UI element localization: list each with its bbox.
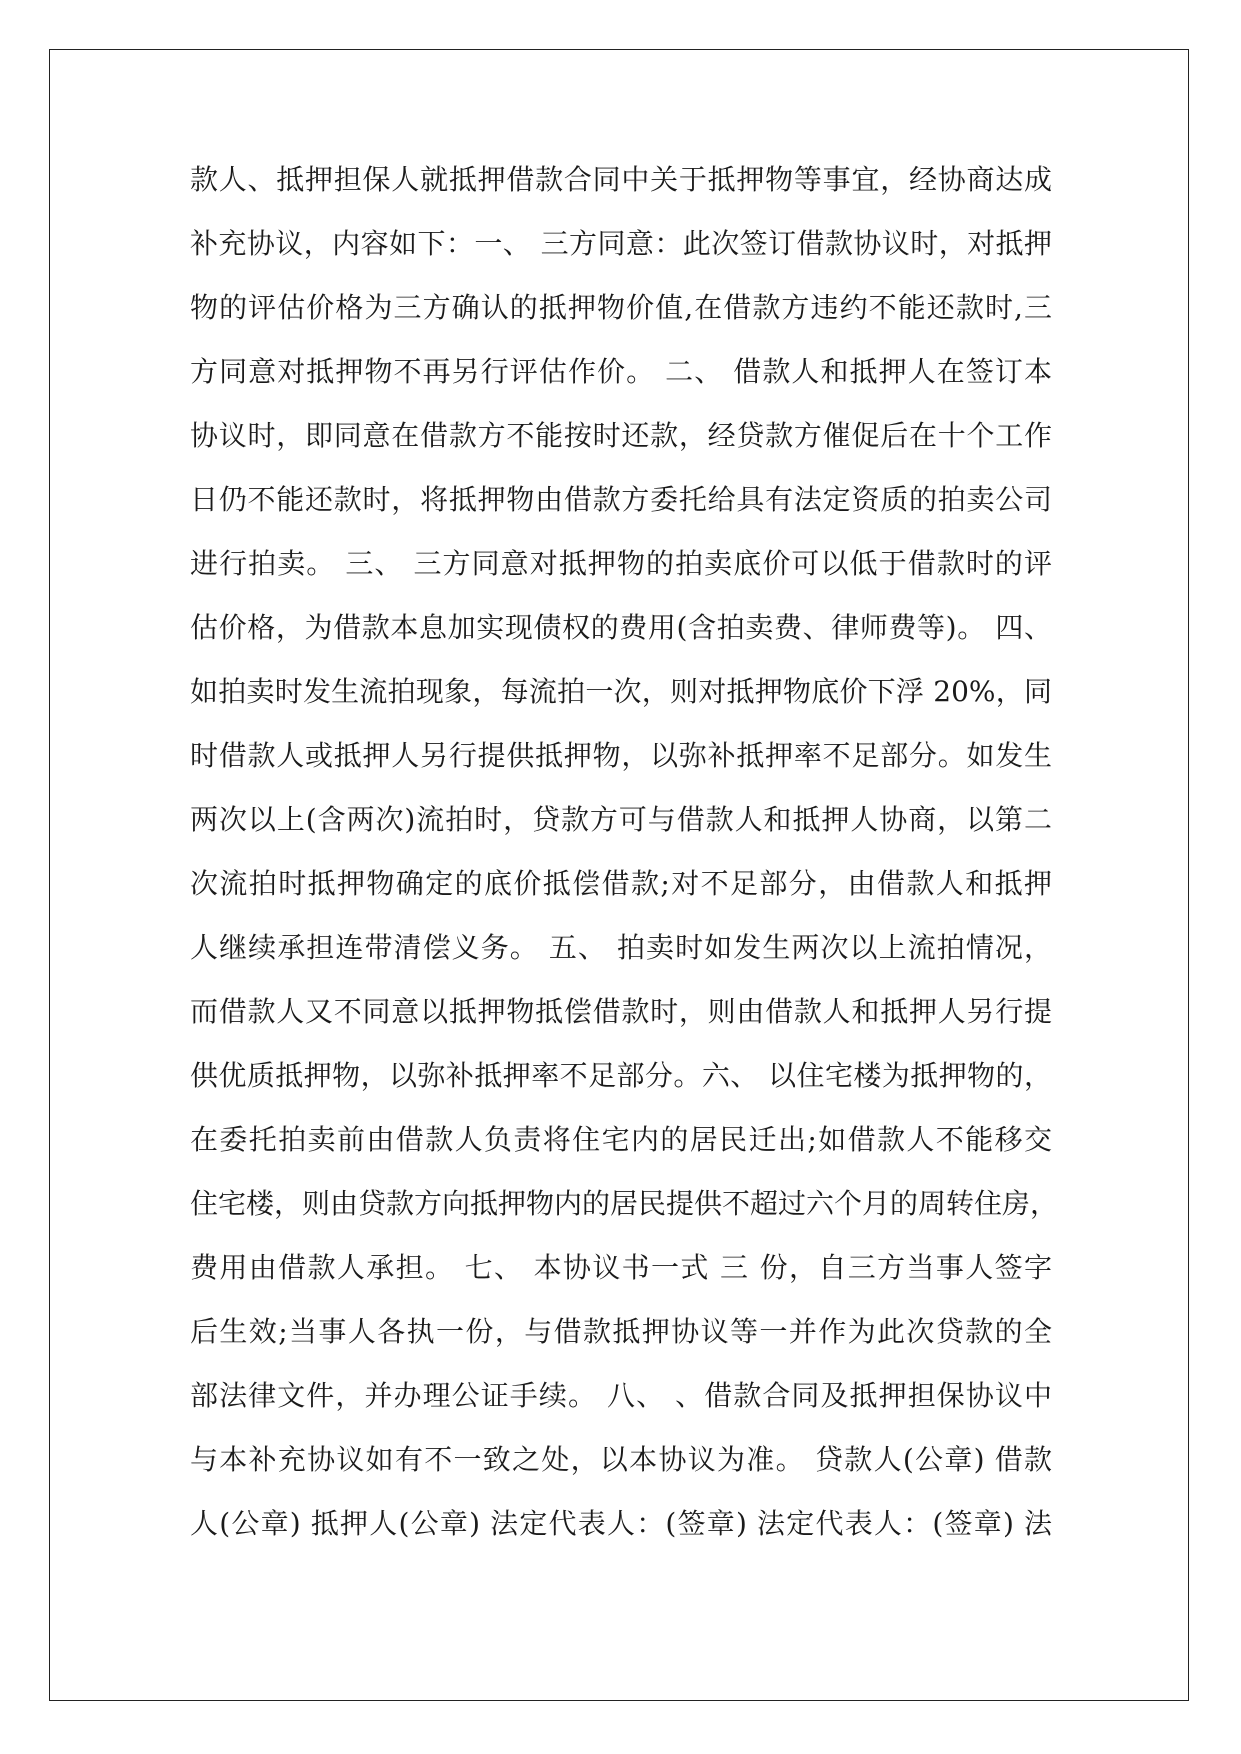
- text-line: 在委托拍卖前由借款人负责将住宅内的居民迁出;如借款人不能移交: [190, 1123, 1052, 1156]
- text-line: 人继续承担连带清偿义务。 五、 拍卖时如发生两次以上流拍情况，: [190, 931, 1052, 964]
- text-line: 日仍不能还款时，将抵押物由借款方委托给具有法定资质的拍卖公司: [190, 483, 1052, 516]
- text-line: 补充协议，内容如下：一、 三方同意：此次签订借款协议时，对抵押: [190, 227, 1052, 260]
- text-line: 物的评估价格为三方确认的抵押物价值,在借款方违约不能还款时,三: [190, 291, 1052, 324]
- text-line: 进行拍卖。 三、 三方同意对抵押物的拍卖底价可以低于借款时的评: [190, 547, 1052, 580]
- text-line: 住宅楼，则由贷款方向抵押物内的居民提供不超过六个月的周转住房，: [190, 1187, 1059, 1220]
- text-line: 估价格，为借款本息加实现债权的费用(含拍卖费、律师费等)。 四、: [190, 611, 1052, 644]
- text-line: 人(公章) 抵押人(公章) 法定代表人：(签章) 法定代表人：(签章) 法: [190, 1507, 1052, 1540]
- text-line: 协议时，即同意在借款方不能按时还款，经贷款方催促后在十个工作: [190, 419, 1052, 452]
- text-line: 如拍卖时发生流拍现象，每流拍一次，则对抵押物底价下浮 20%，同: [190, 675, 1052, 708]
- text-line: 与本补充协议如有不一致之处，以本协议为准。 贷款人(公章) 借款: [190, 1443, 1052, 1476]
- text-line: 款人、抵押担保人就抵押借款合同中关于抵押物等事宜，经协商达成: [190, 163, 1052, 196]
- text-line: 两次以上(含两次)流拍时，贷款方可与借款人和抵押人协商，以第二: [190, 803, 1052, 836]
- text-line: 部法律文件，并办理公证手续。 八、 、借款合同及抵押担保协议中: [190, 1379, 1052, 1412]
- text-line: 而借款人又不同意以抵押物抵偿借款时，则由借款人和抵押人另行提: [190, 995, 1052, 1028]
- text-line: 费用由借款人承担。 七、 本协议书一式 三 份，自三方当事人签字: [190, 1251, 1052, 1284]
- text-line: 方同意对抵押物不再另行评估作价。 二、 借款人和抵押人在签订本: [190, 355, 1052, 388]
- text-line: 后生效;当事人各执一份，与借款抵押协议等一并作为此次贷款的全: [190, 1315, 1052, 1348]
- document-body: [190, 160, 1059, 1568]
- text-line: 供优质抵押物，以弥补抵押率不足部分。六、 以住宅楼为抵押物的，: [190, 1059, 1052, 1092]
- text-line: 时借款人或抵押人另行提供抵押物，以弥补抵押率不足部分。如发生: [190, 739, 1052, 772]
- text-line: 次流拍时抵押物确定的底价抵偿借款;对不足部分，由借款人和抵押: [190, 867, 1052, 900]
